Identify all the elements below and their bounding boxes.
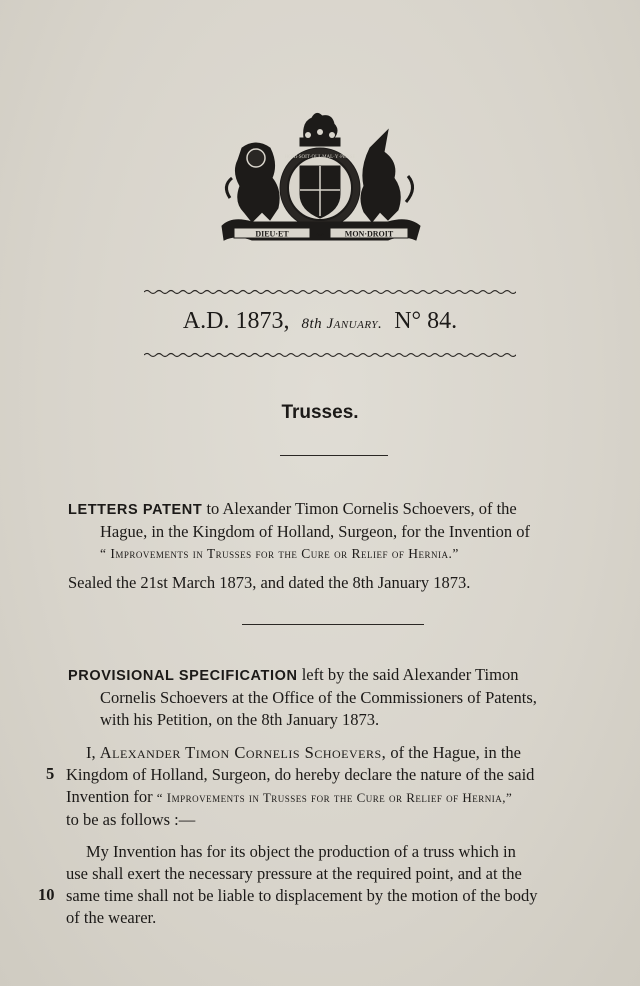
invention-line3: same time shall not be liable to displacement by the motion of the body xyxy=(66,886,538,905)
section-divider xyxy=(242,624,424,625)
invention-line4: of the wearer. xyxy=(66,908,157,927)
letters-patent-line2: Hague, in the Kingdom of Holland, Surgeon, for the Invention of xyxy=(100,522,530,541)
declaration-line4: to be as follows :— xyxy=(66,810,196,829)
patent-year: A.D. 1873, xyxy=(182,308,290,334)
letters-patent-invention-title: “ Improvements in Trusses for the Cure or Relief of Hernia.” xyxy=(100,546,459,561)
invention-paragraph xyxy=(66,841,594,929)
provisional-line3: with his Petition, on the 8th January 1873. xyxy=(100,710,380,729)
provisional-lead: PROVISIONAL SPECIFICATION xyxy=(68,668,298,684)
patent-date: 8th January. xyxy=(301,316,383,332)
sealed-line: Sealed the 21st March 1873, and dated the 8th January 1873. xyxy=(68,573,471,592)
document-title: Trusses. xyxy=(281,402,359,423)
line-number-10: 10 xyxy=(38,885,55,904)
declaration-invention-title: “ Improvements in Trusses for the Cure or Relief of Hernia,” xyxy=(156,790,513,805)
title-divider xyxy=(280,455,388,456)
invention-line2: use shall exert the necessary pressure at the required point, and at the xyxy=(66,864,522,883)
invention-line1: My Invention has for its object the production of a truss which in xyxy=(86,842,516,861)
royal-coat-of-arms xyxy=(212,108,428,250)
wavy-rule-bottom xyxy=(144,351,516,359)
line-number-5: 5 xyxy=(46,764,55,783)
provisional-line2: Cornelis Schoevers at the Office of the Commissioners of Patents, xyxy=(100,688,537,707)
letters-patent-paragraph xyxy=(68,498,594,565)
wavy-rule-top xyxy=(144,288,516,296)
motto-right: MON·DROIT xyxy=(344,229,394,239)
provisional-paragraph xyxy=(68,664,594,731)
inventor-name: Alexander Timon Cornelis Schoevers, xyxy=(99,743,387,762)
garter-motto: HONI·SOIT·QUI·MAL·Y·PENSE xyxy=(284,155,356,160)
patent-header xyxy=(0,308,640,335)
declaration-line2: Kingdom of Holland, Surgeon, do hereby declare the nature of the said xyxy=(66,765,535,784)
declaration-paragraph: I, Alexander Timon Cornelis Schoevers, of the Hague, in the Kingdom of Holland, Surgeon, do hereby declare the nature of the said Invention for “ Improvements in Trusses for the Cure or Relief of Hernia,” to be as follows :— xyxy=(66,742,594,831)
patent-number: N° 84. xyxy=(394,308,458,334)
letters-patent-lead: LETTERS PATENT xyxy=(68,502,203,518)
letters-patent-line1: to Alexander Timon Cornelis Schoevers, of the xyxy=(206,499,517,518)
provisional-line1: left by the said Alexander Timon xyxy=(301,665,519,684)
motto-left: DIEU·ET xyxy=(255,229,289,239)
